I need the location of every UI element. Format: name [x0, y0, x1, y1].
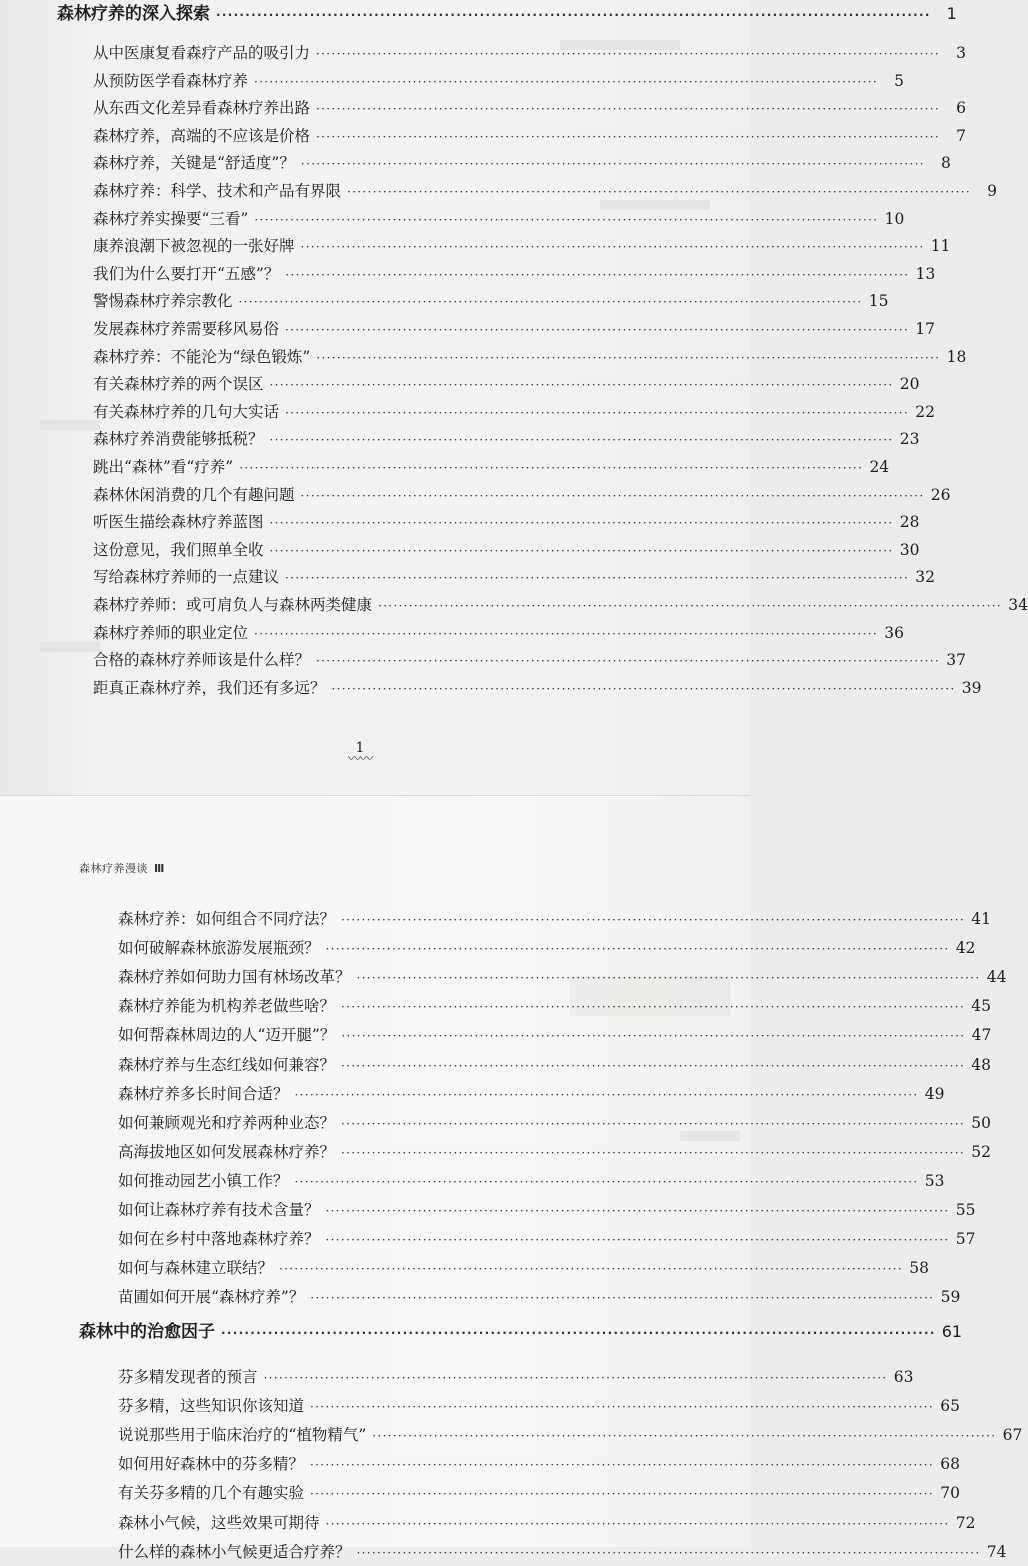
entry-page-number: 36	[884, 623, 904, 642]
entry-title: 有关森林疗养的几句大实话	[93, 402, 280, 421]
leader-dots	[310, 1452, 934, 1478]
entry-page-number: 42	[955, 939, 976, 958]
entry-title: 森林疗养师的职业定位	[93, 623, 249, 642]
leader-dots	[316, 41, 940, 67]
leader-dots	[239, 289, 863, 315]
entry-title: 这份意见，我们照单全收	[93, 540, 264, 559]
entry-title: 芬多精发现者的预言	[118, 1368, 258, 1386]
toc-entry-row[interactable]	[93, 482, 951, 508]
entry-title: 森林疗养，高端的不应该是价格	[93, 126, 311, 145]
toc-entry-row[interactable]	[118, 1139, 991, 1165]
leader-dots	[326, 1198, 950, 1224]
toc-page-2	[0, 795, 1023, 1561]
toc-entry-row[interactable]	[118, 1226, 976, 1252]
entry-title: 如何让森林疗养有技术含量？	[118, 1201, 320, 1219]
leader-dots	[216, 1, 931, 29]
toc-entry-row[interactable]	[93, 344, 967, 370]
entry-title: 如何破解森林旅游发展瓶颈？	[118, 939, 320, 958]
entry-title: 森林休闲消费的几个有趣问题	[93, 485, 295, 504]
entry-page-number: 28	[899, 513, 920, 532]
leader-dots	[326, 1511, 950, 1537]
entry-title: 森林疗养：科学、技术和产品有界限	[93, 182, 342, 200]
entry-title: 森林疗养实操要“三看”	[93, 209, 249, 228]
entry-page-number: 13	[915, 264, 936, 283]
leader-dots	[264, 1365, 888, 1391]
toc-entry-row[interactable]	[118, 935, 976, 961]
entry-page-number: 47	[971, 1026, 992, 1045]
entry-page-number: 39	[961, 678, 982, 697]
leader-dots	[270, 372, 894, 398]
leader-dots	[285, 400, 909, 426]
toc-entry-row[interactable]	[93, 150, 951, 176]
toc-entry-row[interactable]	[118, 1480, 960, 1506]
leader-dots	[295, 1082, 919, 1108]
toc-entry-row[interactable]	[93, 288, 889, 314]
toc-entry-row[interactable]	[118, 1364, 914, 1390]
entry-title: 森林疗养消费能够抵税？	[93, 430, 264, 449]
leader-dots	[347, 179, 971, 205]
toc-entry-row[interactable]	[118, 1422, 1023, 1448]
entry-title: 苗圃如何开展“森林疗养”？	[118, 1288, 305, 1307]
leader-dots	[357, 1540, 981, 1566]
toc-entry-row[interactable]	[118, 1393, 960, 1419]
entry-title: 合格的森林疗养师该是什么样？	[93, 651, 311, 670]
entry-title: 森林疗养师：或可肩负人与森林两类健康	[93, 596, 373, 614]
leader-dots	[239, 455, 863, 481]
toc-entry-row[interactable]	[93, 123, 966, 149]
leader-dots	[270, 427, 894, 453]
entry-title: 从中医康复看森疗产品的吸引力	[93, 44, 311, 62]
toc-entry-row[interactable]	[93, 509, 920, 535]
toc-entry-row[interactable]	[93, 68, 904, 94]
entry-title: 如何帮森林周边的人“迈开腿”？	[118, 1026, 336, 1045]
leader-dots	[301, 151, 925, 177]
toc-entry-row[interactable]	[118, 906, 991, 932]
entry-page-number: 45	[971, 997, 991, 1016]
leader-dots	[326, 936, 950, 962]
toc-entry-row[interactable]	[93, 316, 935, 342]
entry-title: 如何用好森林中的芬多精？	[118, 1455, 305, 1474]
entry-page-number: 53	[924, 1171, 945, 1190]
entry-page-number: 22	[915, 402, 935, 421]
leader-dots	[316, 648, 940, 674]
leader-dots	[254, 207, 878, 233]
entry-page-number: 24	[869, 458, 890, 476]
entry-page-number: 32	[915, 568, 935, 587]
entry-page-number: 8	[940, 154, 951, 173]
leader-dots	[254, 69, 878, 95]
entry-title: 听医生描绘森林疗养蓝图	[93, 513, 264, 532]
leader-dots	[341, 1111, 965, 1137]
page-folio	[340, 740, 380, 767]
entry-page-number: 3	[956, 44, 966, 62]
leader-dots	[295, 1169, 919, 1195]
entry-page-number: 34	[1008, 596, 1028, 614]
entry-page-number: 65	[940, 1397, 960, 1416]
entry-page-number: 30	[899, 540, 920, 559]
leader-dots	[301, 483, 925, 509]
entry-page-number: 49	[924, 1084, 945, 1103]
leader-dots	[341, 994, 965, 1020]
entry-page-number: 41	[971, 910, 991, 928]
entry-page-number: 11	[930, 237, 951, 256]
toc-entry-row[interactable]	[93, 371, 920, 397]
entry-title: 森林疗养：如何组合不同疗法？	[118, 910, 336, 928]
toc-entry-row[interactable]	[118, 964, 1007, 990]
leader-dots	[372, 1423, 996, 1449]
toc-entry-row[interactable]	[93, 454, 890, 480]
toc-entry-row[interactable]	[118, 1510, 976, 1536]
leader-dots	[316, 96, 940, 122]
leader-dots	[270, 538, 894, 564]
leader-dots	[254, 621, 878, 647]
section-title: 森林疗养的深入探索	[57, 4, 210, 24]
entry-page-number: 57	[955, 1230, 976, 1249]
running-header	[79, 860, 163, 876]
entry-title: 森林疗养如何助力国有林场改革？	[118, 968, 351, 987]
leader-dots	[285, 565, 909, 591]
entry-title: 从预防医学看森林疗养	[93, 71, 249, 90]
entry-page-number: 37	[946, 651, 966, 670]
entry-page-number: 26	[930, 485, 951, 504]
leader-dots	[279, 1256, 903, 1282]
entry-page-number: 6	[956, 99, 966, 118]
entry-title: 什么样的森林小气候更适合疗养？	[118, 1542, 351, 1561]
toc-entry-row[interactable]	[118, 993, 991, 1019]
entry-title: 森林疗养多长时间合适？	[118, 1084, 289, 1103]
running-header-mark: Ⅲ	[154, 862, 164, 875]
entry-title: 如何在乡村中落地森林疗养？	[118, 1230, 320, 1249]
section-title: 森林中的治愈因子	[79, 1322, 215, 1342]
page-number: 1	[355, 740, 365, 756]
leader-dots	[341, 1023, 965, 1049]
toc-entry-row[interactable]	[118, 1110, 991, 1136]
toc-entry-row[interactable]	[93, 675, 982, 701]
entry-page-number: 17	[915, 320, 935, 338]
toc-entry-row[interactable]	[93, 537, 920, 563]
toc-entry-row[interactable]	[93, 592, 1028, 618]
leader-dots	[270, 510, 894, 536]
entry-title: 从东西文化差异看森林疗养出路	[93, 99, 311, 118]
section-page-number: 61	[941, 1322, 963, 1341]
entry-title: 森林疗养能为机构养老做些啥？	[118, 997, 336, 1016]
entry-title: 如何推动园艺小镇工作？	[118, 1171, 289, 1190]
entry-page-number: 15	[868, 292, 889, 311]
entry-page-number: 74	[986, 1542, 1007, 1561]
entry-page-number: 67	[1002, 1426, 1023, 1445]
leader-dots	[326, 1227, 950, 1253]
leader-dots	[310, 1481, 934, 1507]
entry-page-number: 18	[946, 347, 967, 366]
toc-entry-row[interactable]	[118, 1052, 991, 1078]
entry-title: 跳出“森林”看“疗养”	[93, 458, 234, 476]
entry-page-number: 63	[893, 1368, 914, 1386]
entry-page-number: 10	[884, 209, 905, 228]
leader-dots	[378, 593, 1002, 619]
section-page-number: 1	[946, 4, 957, 23]
entry-title: 森林疗养：不能沦为“绿色锻炼”	[93, 347, 311, 366]
entry-title: 森林小气候，这些效果可期待	[118, 1513, 320, 1532]
entry-page-number: 48	[971, 1055, 991, 1074]
toc-entry-row[interactable]	[118, 1168, 945, 1194]
toc-entry-row[interactable]	[93, 261, 936, 287]
toc-section-row[interactable]	[57, 0, 957, 28]
entry-page-number: 55	[955, 1201, 976, 1219]
entry-title: 森林疗养，关键是“舒适度”？	[93, 154, 295, 173]
entry-title: 说说那些用于临床治疗的“植物精气”	[118, 1426, 367, 1445]
entry-page-number: 70	[940, 1484, 960, 1503]
wave-ornament-icon: 〰〰	[347, 752, 372, 767]
leader-dots	[285, 262, 909, 288]
toc-entry-row[interactable]	[93, 647, 966, 673]
entry-page-number: 68	[940, 1455, 960, 1474]
toc-entry-row[interactable]	[93, 178, 997, 204]
entry-page-number: 9	[987, 182, 997, 200]
entry-page-number: 50	[971, 1113, 991, 1132]
toc-entry-row[interactable]	[93, 564, 935, 590]
toc-entry-row[interactable]	[118, 1451, 960, 1477]
leader-dots	[332, 676, 956, 702]
toc-entry-row[interactable]	[118, 1022, 992, 1048]
entry-title: 如何与森林建立联结？	[118, 1259, 274, 1278]
toc-entry-row[interactable]	[93, 426, 920, 452]
entry-page-number: 5	[894, 71, 904, 90]
leader-dots	[341, 1053, 965, 1079]
leader-dots	[341, 1140, 965, 1166]
toc-entry-row[interactable]	[93, 233, 951, 259]
entry-page-number: 23	[899, 430, 920, 449]
leader-dots	[357, 965, 981, 991]
leader-dots	[221, 1319, 936, 1347]
entry-title: 有关芬多精的几个有趣实验	[118, 1484, 305, 1503]
entry-page-number: 20	[899, 375, 920, 394]
leader-dots	[316, 124, 940, 150]
entry-title: 写给森林疗养师的一点建议	[93, 568, 280, 587]
entry-title: 有关森林疗养的两个误区	[93, 375, 264, 394]
entry-page-number: 72	[955, 1513, 976, 1532]
toc-section-row[interactable]	[79, 1318, 963, 1346]
toc-entry-row[interactable]	[118, 1197, 976, 1223]
toc-entry-row[interactable]	[93, 620, 904, 646]
entry-title: 森林疗养与生态红线如何兼容？	[118, 1055, 336, 1074]
entry-title: 高海拔地区如何发展森林疗养？	[118, 1142, 336, 1161]
running-header-title: 森林疗养漫谈	[79, 862, 148, 875]
entry-title: 芬多精，这些知识你该知道	[118, 1397, 305, 1416]
entry-title: 如何兼顾观光和疗养两种业态？	[118, 1113, 336, 1132]
toc-entry-row[interactable]	[118, 1284, 961, 1310]
toc-entry-row[interactable]	[93, 40, 966, 66]
toc-entry-row[interactable]	[93, 95, 966, 121]
leader-dots	[310, 1394, 934, 1420]
entry-title: 警惕森林疗养宗教化	[93, 292, 233, 311]
toc-entry-row[interactable]	[93, 206, 905, 232]
leader-dots	[316, 345, 940, 371]
toc-entry-row[interactable]	[118, 1539, 1007, 1565]
toc-entry-row[interactable]	[118, 1081, 945, 1107]
entry-title: 距真正森林疗养，我们还有多远？	[93, 678, 326, 697]
entry-title: 康养浪潮下被忽视的一张好牌	[93, 237, 295, 256]
leader-dots	[301, 234, 925, 260]
leader-dots	[341, 907, 965, 933]
toc-entry-row[interactable]	[93, 399, 935, 425]
entry-page-number: 59	[940, 1288, 961, 1307]
leader-dots	[285, 317, 909, 343]
toc-entry-row[interactable]	[118, 1255, 929, 1281]
entry-page-number: 44	[986, 968, 1007, 987]
entry-page-number: 58	[909, 1259, 929, 1278]
leader-dots	[310, 1285, 934, 1311]
entry-page-number: 7	[956, 126, 966, 145]
entry-title: 发展森林疗养需要移风易俗	[93, 320, 280, 338]
entry-title: 我们为什么要打开“五感”？	[93, 264, 280, 283]
entry-page-number: 52	[971, 1142, 991, 1161]
